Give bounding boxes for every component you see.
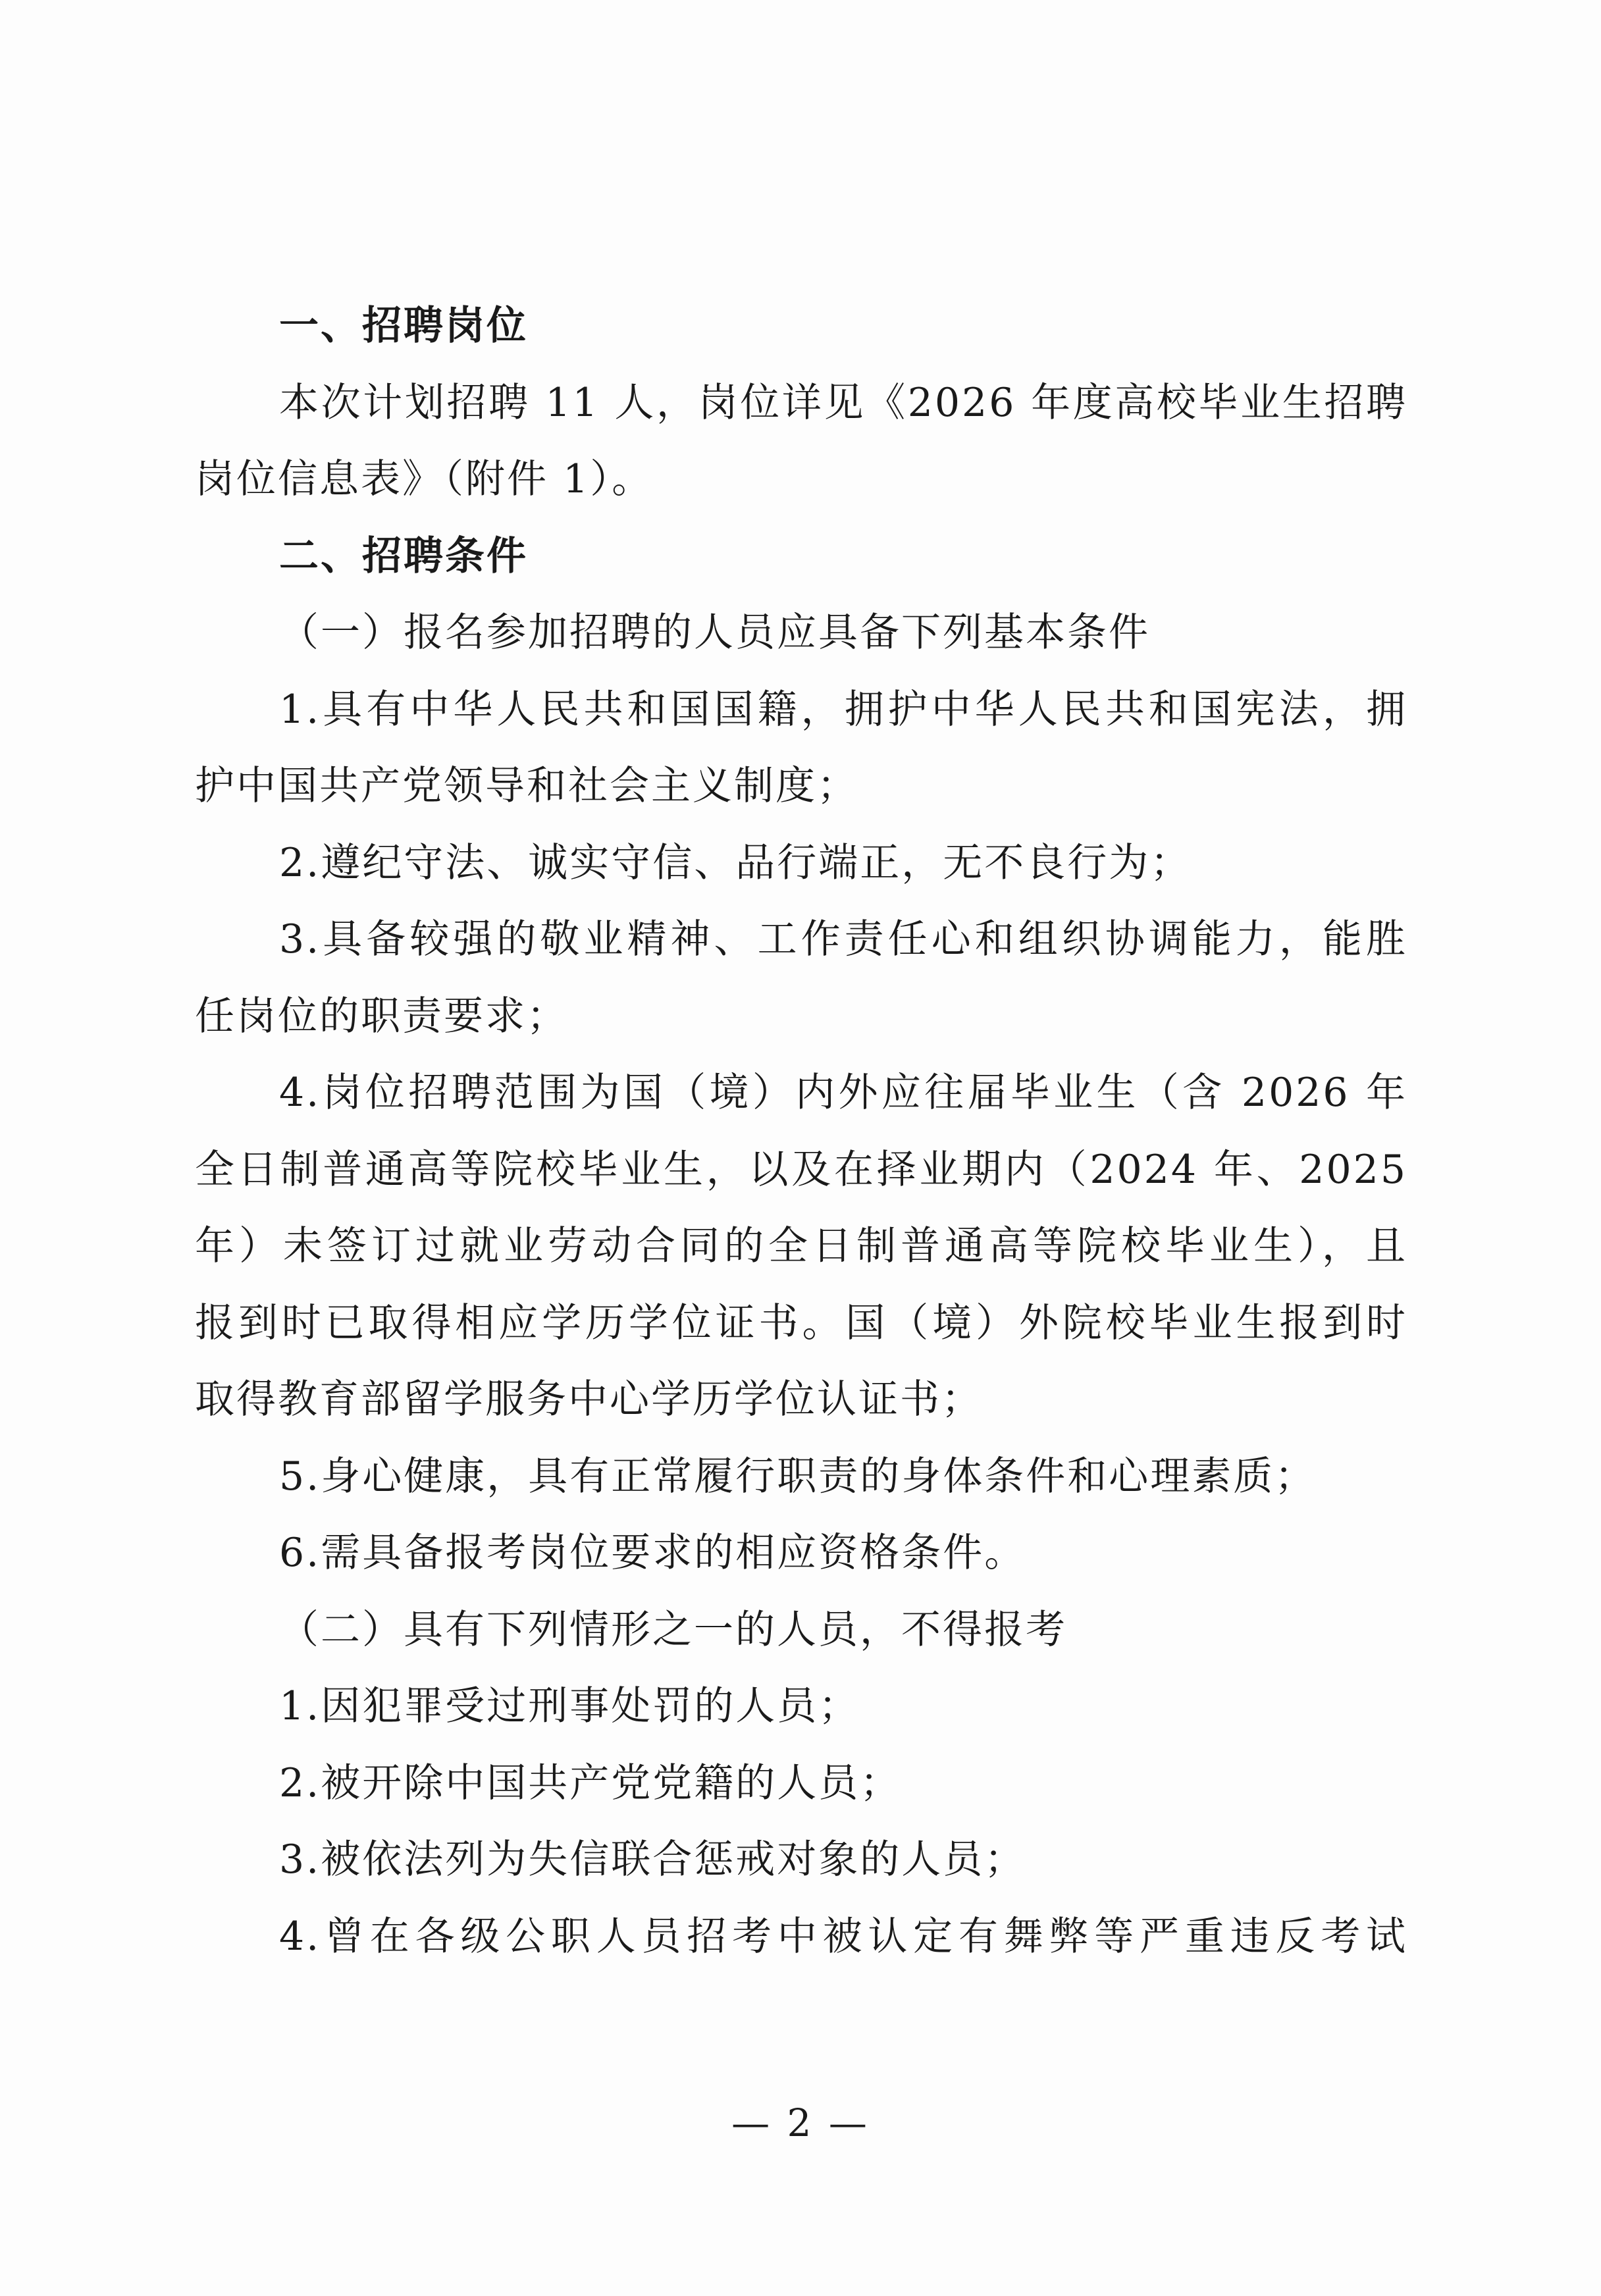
paragraph-line: 任岗位的职责要求；: [195, 993, 568, 1039]
paragraph-line: 1.因犯罪受过刑事处罚的人员；: [279, 1683, 860, 1729]
paragraph-line: 6.需具备报考岗位要求的相应资格条件。: [279, 1530, 1026, 1576]
paragraph-line: 2.被开除中国共产党党籍的人员；: [279, 1760, 902, 1806]
paragraph-line: 报到时已取得相应学历学位证书。国（境）外院校毕业生报到时: [195, 1299, 1407, 1346]
paragraph-line: 年）未签订过就业劳动合同的全日制普通高等院校毕业生），且: [195, 1223, 1407, 1269]
paragraph-line: 4.岗位招聘范围为国（境）内外应往届毕业生（含 2026 年: [279, 1070, 1407, 1116]
section-heading: 一、招聘岗位: [279, 303, 528, 349]
paragraph-line: （一）报名参加招聘的人员应具备下列基本条件: [279, 610, 1150, 656]
paragraph-line: 2.遵纪守法、诚实守信、品行端正，无不良行为；: [279, 839, 1192, 886]
paragraph-line: 护中国共产党领导和社会主义制度；: [195, 763, 858, 809]
paragraph-line: 3.被依法列为失信联合惩戒对象的人员；: [279, 1837, 1026, 1883]
paragraph-line: 岗位信息表》（附件 1）。: [195, 456, 654, 502]
paragraph-line: 4.曾在各级公职人员招考中被认定有舞弊等严重违反考试: [279, 1913, 1407, 1960]
paragraph-line: 全日制普通高等院校毕业生，以及在择业期内（2024 年、2025: [195, 1146, 1407, 1193]
page-number: — 2 —: [731, 2100, 870, 2145]
paragraph-line: 5.身心健康，具有正常履行职责的身体条件和心理素质；: [279, 1453, 1317, 1500]
paragraph-line: 3.具备较强的敬业精神、工作责任心和组织协调能力，能胜: [279, 916, 1407, 962]
paragraph-line: （二）具有下列情形之一的人员，不得报考: [279, 1606, 1067, 1653]
paragraph-line: 本次计划招聘 11 人，岗位详见《2026 年度高校毕业生招聘: [279, 379, 1407, 426]
section-heading: 二、招聘条件: [279, 533, 528, 579]
paragraph-line: 1.具有中华人民共和国国籍，拥护中华人民共和国宪法，拥: [279, 686, 1407, 733]
paragraph-line: 取得教育部留学服务中心学历学位认证书；: [195, 1376, 983, 1422]
